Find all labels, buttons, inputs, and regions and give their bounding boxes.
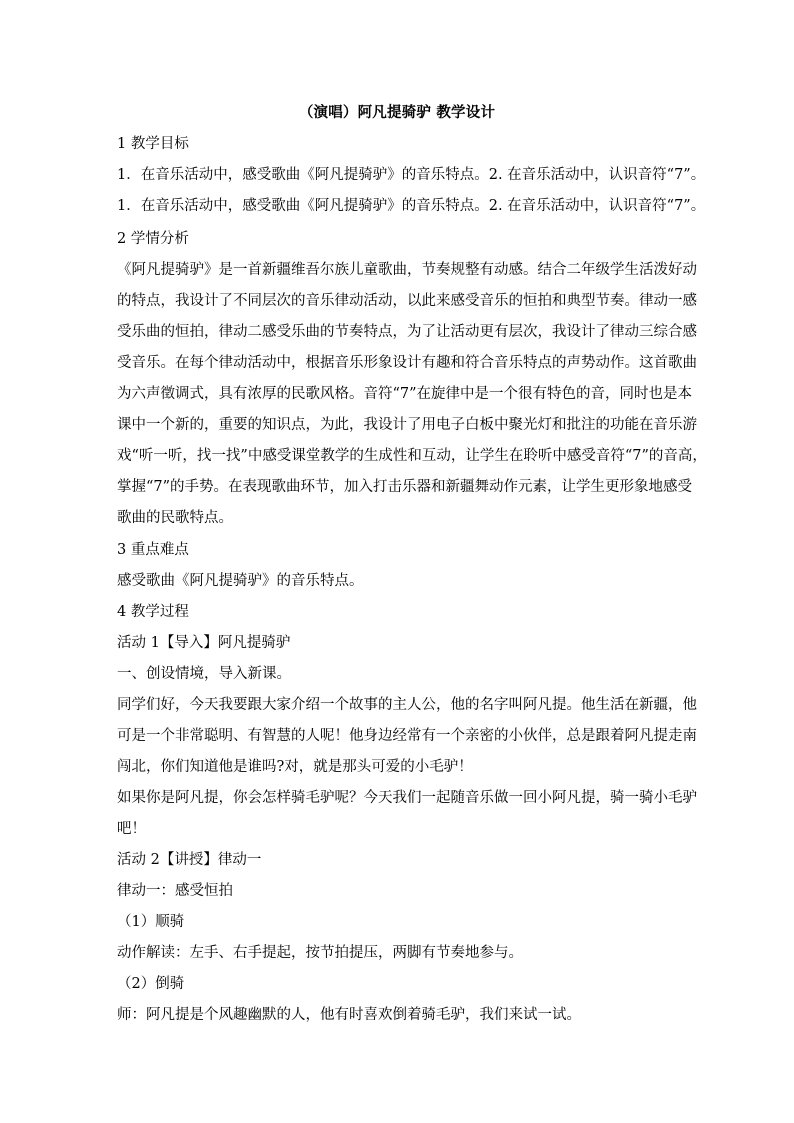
paragraph-line: 吧！ [117, 821, 146, 837]
paragraph-line: 掌握“7”的手势。在表现歌曲环节，加入打击乐器和新疆舞动作元素，让学生更形象地感受 [117, 479, 693, 495]
document-title: （演唱）阿凡提骑驴 教学设计 [298, 104, 496, 121]
activity-heading: 活动 2【讲授】律动一 [117, 852, 262, 868]
paragraph-line: 为六声徵调式，具有浓厚的民歌风格。音符“7”在旋律中是一个很有特色的音，同时也是本 [117, 386, 693, 402]
paragraph-line: 闯北，你们知道他是谁吗?对，就是那头可爱的小毛驴！ [117, 759, 473, 775]
goal-line: 1．在音乐活动中，感受歌曲《阿凡提骑驴》的音乐特点。2. 在音乐活动中，认识音符“7”。 [117, 198, 706, 214]
item-text: 动作解读：左手、右手提起，按节拍提压，两脚有节奏地参与。 [117, 945, 523, 961]
item-text: 师：阿凡提是个风趣幽默的人，他有时喜欢倒着骑毛驴，我们来试一试。 [117, 1007, 581, 1023]
paragraph-line: 可是一个非常聪明、有智慧的人呢！他身边经常有一个亲密的小伙伴，总是跟着阿凡提走南 [117, 728, 697, 744]
item-heading: （2）倒骑 [117, 976, 185, 992]
item-heading: （1）顺骑 [117, 914, 185, 930]
key-point-text: 感受歌曲《阿凡提骑驴》的音乐特点。 [117, 573, 364, 589]
paragraph-line: 《阿凡提骑驴》是一首新疆维吾尔族儿童歌曲，节奏规整有动感。结合二年级学生活泼好动 [117, 262, 697, 278]
paragraph-line: 同学们好，今天我要跟大家介绍一个故事的主人公，他的名字叫阿凡提。他生活在新疆，他 [117, 697, 697, 713]
activity-heading: 活动 1【导入】阿凡提骑驴 [117, 635, 291, 651]
section-heading-teaching-process: 4 教学过程 [117, 604, 189, 620]
goal-line: 1．在音乐活动中，感受歌曲《阿凡提骑驴》的音乐特点。2. 在音乐活动中，认识音符“7”。 [117, 167, 706, 183]
paragraph-line: 的特点，我设计了不同层次的音乐律动活动，以此来感受音乐的恒拍和典型节奏。律动一感 [117, 293, 697, 309]
paragraph-line: 歌曲的民歌特点。 [117, 510, 233, 526]
section-heading-teaching-goals: 1 教学目标 [117, 136, 189, 152]
paragraph-line: 课中一个新的，重要的知识点，为此，我设计了用电子白板中聚光灯和批注的功能在音乐游 [117, 417, 697, 433]
paragraph-line: 戏“听一听，找一找”中感受课堂教学的生成性和互动，让学生在聆听中感受音符“7”的音高， [117, 448, 707, 464]
paragraph-line: 受乐曲的恒拍，律动二感受乐曲的节奏特点，为了让活动更有层次，我设计了律动三综合感 [117, 324, 697, 340]
section-heading-key-points: 3 重点难点 [117, 542, 189, 558]
activity-subheading: 一、创设情境，导入新课。 [117, 666, 291, 682]
rhythm-heading: 律动一：感受恒拍 [117, 883, 233, 899]
section-heading-learner-analysis: 2 学情分析 [117, 231, 189, 247]
paragraph-line: 受音乐。在每个律动活动中，根据音乐形象设计有趣和符合音乐特点的声势动作。这首歌曲 [117, 355, 697, 371]
paragraph-line: 如果你是阿凡提，你会怎样骑毛驴呢？今天我们一起随音乐做一回小阿凡提，骑一骑小毛驴 [117, 790, 697, 806]
